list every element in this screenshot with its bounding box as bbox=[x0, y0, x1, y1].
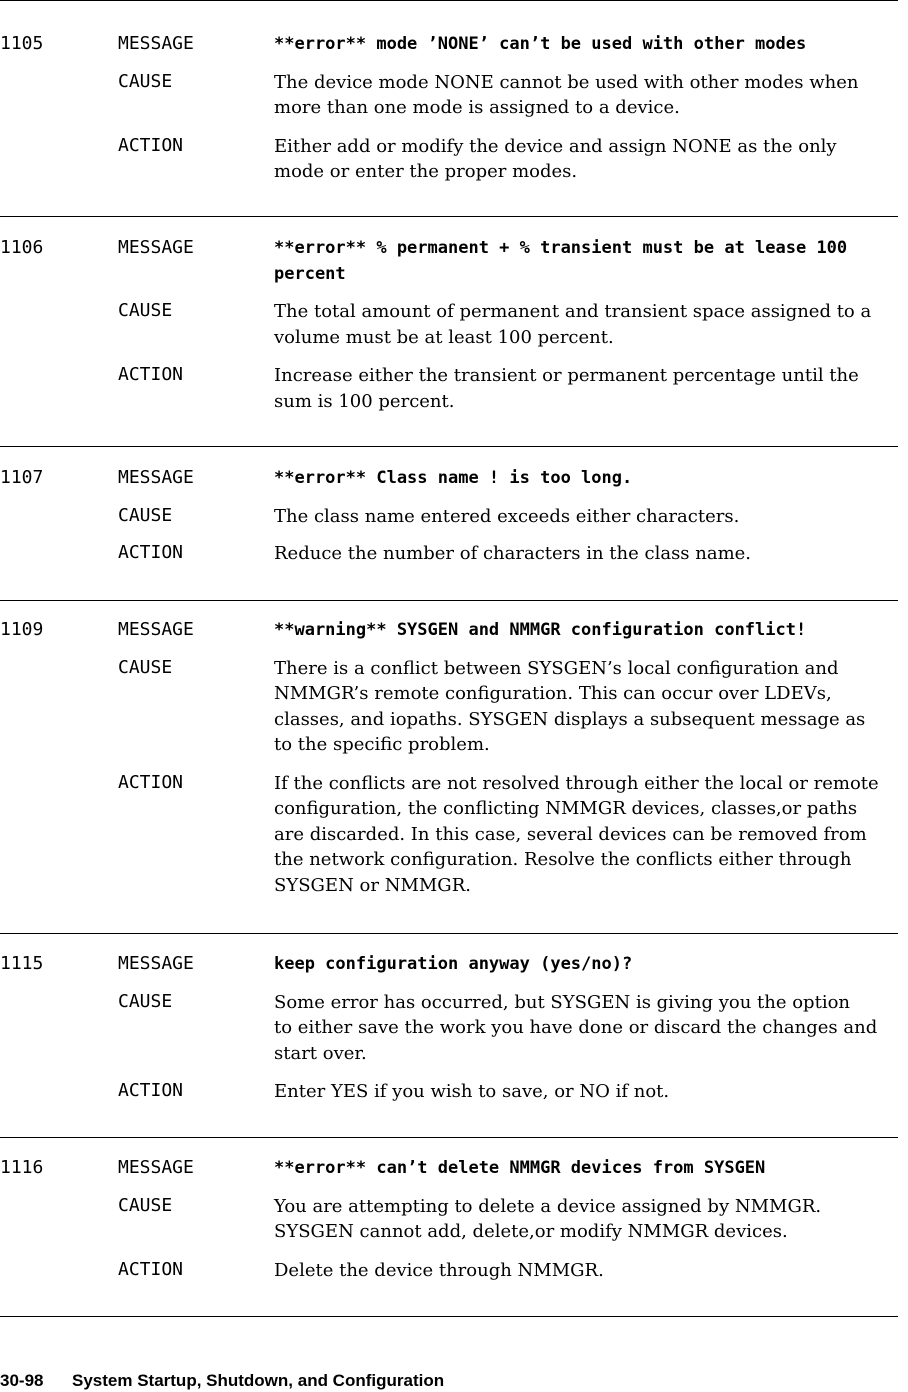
action-line: are discarded. In this case, several devices can be removed from bbox=[274, 823, 867, 845]
message-text: **error** Class name ! is too long. bbox=[274, 468, 633, 488]
message-label: MESSAGE bbox=[118, 1157, 194, 1178]
error-entry-1106 bbox=[0, 236, 908, 414]
action-line: Reduce the number of characters in the class name. bbox=[274, 543, 752, 564]
message-label: MESSAGE bbox=[118, 33, 194, 54]
message-row bbox=[0, 32, 908, 58]
error-number: 1107 bbox=[0, 467, 44, 488]
cause-text bbox=[274, 299, 904, 350]
cause-row bbox=[0, 504, 908, 530]
message-text: **warning** SYSGEN and NMMGR configuration conflict! bbox=[274, 620, 807, 640]
chapter-title: System Startup, Shutdown, and Configuration bbox=[72, 1371, 445, 1390]
message-text: **error** can’t delete NMMGR devices from SYSGEN bbox=[274, 1158, 766, 1178]
message-label: MESSAGE bbox=[118, 953, 194, 974]
action-text bbox=[274, 541, 904, 567]
action-row bbox=[0, 771, 908, 899]
cause-row bbox=[0, 990, 908, 1067]
entry-divider bbox=[0, 216, 898, 217]
cause-line: The class name entered exceeds either characters. bbox=[274, 505, 740, 527]
entry-divider bbox=[0, 1316, 898, 1317]
message-label: MESSAGE bbox=[118, 237, 194, 258]
action-line: Delete the device through NMMGR. bbox=[274, 1259, 604, 1281]
cause-line: Some error has occurred, but SYSGEN is giving you the option bbox=[274, 991, 850, 1013]
action-row bbox=[0, 134, 908, 185]
action-label: ACTION bbox=[118, 134, 184, 156]
cause-line: You are attempting to delete a device assigned by NMMGR. bbox=[274, 1195, 822, 1217]
message-row bbox=[0, 236, 908, 287]
message-label: MESSAGE bbox=[118, 467, 194, 488]
action-line: Enter YES if you wish to save, or NO if not. bbox=[274, 1081, 670, 1102]
entry-divider bbox=[0, 600, 898, 601]
action-label: ACTION bbox=[118, 771, 184, 793]
error-number: 1109 bbox=[0, 619, 44, 640]
action-line: Increase either the transient or permanent percentage until the bbox=[274, 365, 859, 386]
message-text bbox=[274, 236, 894, 287]
entry-divider bbox=[0, 1137, 898, 1138]
cause-line: The device mode NONE cannot be used with other modes when bbox=[274, 71, 859, 93]
cause-label: CAUSE bbox=[118, 1194, 173, 1216]
cause-line: to the specific problem. bbox=[274, 734, 490, 755]
cause-line: to either save the work you have done or discard the changes and bbox=[274, 1017, 878, 1038]
top-rule bbox=[0, 0, 898, 1]
action-line: mode or enter the proper modes. bbox=[274, 161, 578, 182]
message-line: **error** % permanent + % transient must be at lease 100 bbox=[274, 238, 848, 258]
message-row bbox=[0, 466, 908, 492]
cause-label: CAUSE bbox=[118, 990, 173, 1012]
action-row bbox=[0, 541, 908, 567]
action-text bbox=[274, 771, 904, 899]
cause-row bbox=[0, 1194, 908, 1245]
cause-label: CAUSE bbox=[118, 300, 173, 321]
message-label: MESSAGE bbox=[118, 619, 194, 640]
cause-row bbox=[0, 70, 908, 121]
action-row bbox=[0, 1258, 908, 1284]
cause-line: volume must be at least 100 percent. bbox=[274, 326, 614, 348]
message-row bbox=[0, 952, 908, 978]
page-footer bbox=[0, 1370, 444, 1392]
cause-line: NMMGR’s remote configuration. This can occur over LDEVs, bbox=[274, 683, 832, 704]
error-number: 1106 bbox=[0, 237, 44, 258]
message-text: keep configuration anyway (yes/no)? bbox=[274, 954, 633, 974]
action-label: ACTION bbox=[118, 1258, 184, 1280]
cause-row bbox=[0, 299, 908, 350]
cause-row bbox=[0, 656, 908, 758]
page-number: 30-98 bbox=[0, 1371, 44, 1390]
cause-line: SYSGEN cannot add, delete,or modify NMMGR devices. bbox=[274, 1221, 788, 1242]
cause-line: There is a conflict between SYSGEN’s local configuration and bbox=[274, 657, 839, 679]
cause-text bbox=[274, 1194, 904, 1245]
cause-label: CAUSE bbox=[118, 70, 173, 92]
cause-line: classes, and iopaths. SYSGEN displays a subsequent message as bbox=[274, 708, 866, 730]
message-line: percent bbox=[274, 263, 346, 284]
error-entry-1105 bbox=[0, 32, 908, 185]
action-text bbox=[274, 1079, 904, 1105]
cause-line: The total amount of permanent and transient space assigned to a bbox=[274, 301, 872, 322]
error-number: 1105 bbox=[0, 33, 44, 54]
error-entry-1116 bbox=[0, 1156, 908, 1283]
cause-text bbox=[274, 656, 904, 758]
action-line: configuration, the conflicting NMMGR devices, classes,or paths bbox=[274, 798, 858, 819]
action-line: the network configuration. Resolve the conflicts either through bbox=[274, 849, 852, 870]
message-row bbox=[0, 618, 908, 644]
error-entry-1107 bbox=[0, 466, 908, 567]
action-text bbox=[274, 134, 904, 185]
action-row bbox=[0, 363, 908, 414]
action-line: If the conflicts are not resolved through either the local or remote bbox=[274, 772, 879, 794]
message-row bbox=[0, 1156, 908, 1182]
action-line: sum is 100 percent. bbox=[274, 390, 455, 412]
entry-divider bbox=[0, 933, 898, 934]
error-number: 1115 bbox=[0, 953, 44, 974]
cause-label: CAUSE bbox=[118, 504, 173, 526]
cause-text bbox=[274, 70, 904, 121]
cause-text bbox=[274, 990, 904, 1067]
action-row bbox=[0, 1079, 908, 1105]
message-text: **error** mode ’NONE’ can’t be used with other modes bbox=[274, 34, 807, 54]
action-text bbox=[274, 363, 904, 414]
action-label: ACTION bbox=[118, 1080, 184, 1101]
error-number: 1116 bbox=[0, 1157, 44, 1178]
action-text bbox=[274, 1258, 904, 1284]
action-label: ACTION bbox=[118, 542, 184, 563]
cause-line: start over. bbox=[274, 1042, 367, 1064]
action-line: Either add or modify the device and assign NONE as the only bbox=[274, 135, 837, 157]
action-line: SYSGEN or NMMGR. bbox=[274, 874, 471, 896]
error-entry-1115 bbox=[0, 952, 908, 1105]
cause-text bbox=[274, 504, 904, 530]
error-entry-1109 bbox=[0, 618, 908, 898]
action-label: ACTION bbox=[118, 364, 184, 385]
entry-divider bbox=[0, 446, 898, 447]
cause-line: more than one mode is assigned to a device. bbox=[274, 97, 680, 118]
cause-label: CAUSE bbox=[118, 656, 173, 678]
